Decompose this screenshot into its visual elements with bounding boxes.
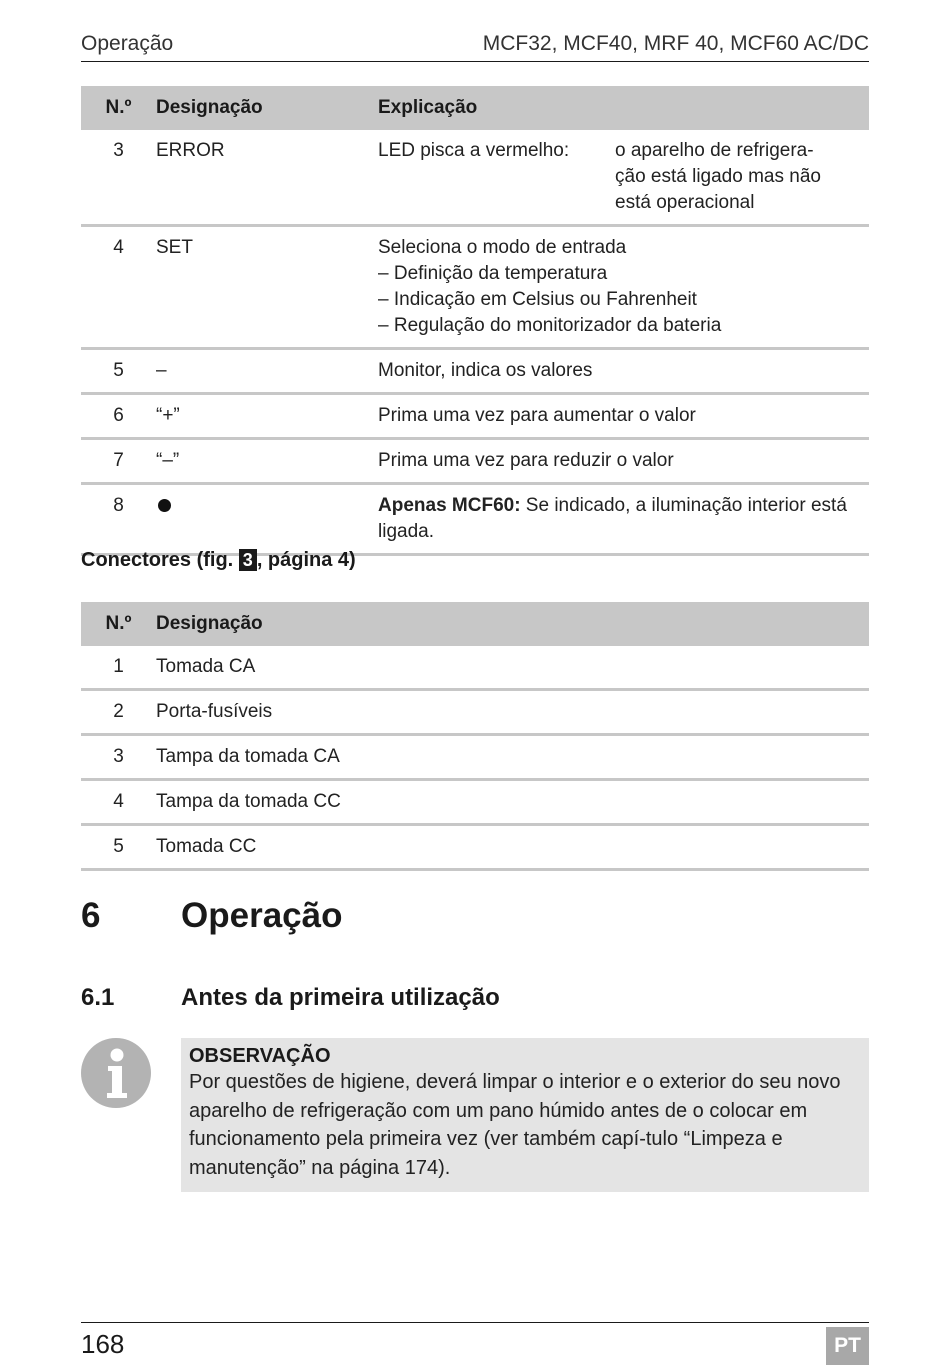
col-header-explanation: Explicação — [378, 86, 869, 130]
cell-no: 6 — [81, 394, 156, 439]
header-section: Operação — [81, 32, 174, 55]
col-header-no: N.º — [81, 602, 156, 646]
cell-designation: Porta-fusíveis — [156, 690, 869, 735]
table-row — [81, 226, 869, 349]
cell-designation: Tampa da tomada CA — [156, 735, 869, 780]
controls-table — [81, 86, 869, 556]
cell-explanation: Monitor, indica os valores — [378, 349, 869, 394]
cell-designation: Tomada CC — [156, 825, 869, 870]
cell-no: 3 — [81, 735, 156, 780]
cell-no: 4 — [81, 780, 156, 825]
table-header-row — [81, 602, 869, 646]
table-row — [81, 394, 869, 439]
cell-designation: Tampa da tomada CC — [156, 780, 869, 825]
chapter-number: 6 — [81, 896, 101, 935]
cell-designation: “+” — [156, 394, 378, 439]
note-box — [181, 1038, 869, 1192]
filled-circle-icon — [158, 499, 171, 512]
cell-no: 8 — [81, 484, 156, 555]
table-row — [81, 780, 869, 825]
explanation-condition: LED pisca a vermelho: — [378, 140, 570, 161]
table-row — [81, 349, 869, 394]
connectors-table — [81, 602, 869, 871]
cell-designation — [156, 484, 378, 555]
col-header-designation: Designação — [156, 602, 869, 646]
figure-reference-box: 3 — [239, 549, 257, 571]
page-number: 168 — [81, 1329, 125, 1359]
col-header-no: N.º — [81, 86, 156, 130]
note-title: OBSERVAÇÃO — [189, 1045, 331, 1067]
cell-designation: SET — [156, 226, 378, 349]
chapter-title: Operação — [181, 896, 343, 935]
table-header-row — [81, 86, 869, 130]
cell-explanation — [378, 130, 869, 226]
cell-explanation: Seleciona o modo de entrada – Definição da temperatura – Indicação em Celsius ou Fahrenheit – Regulação do monitorizador da bateria — [378, 226, 869, 349]
cell-designation: Tomada CA — [156, 646, 869, 690]
header-models: MCF32, MCF40, MRF 40, MCF60 AC/DC — [482, 32, 869, 55]
cell-no: 4 — [81, 226, 156, 349]
cell-designation: ERROR — [156, 130, 378, 226]
table-row — [81, 484, 869, 555]
cell-explanation: Prima uma vez para aumentar o valor — [378, 394, 869, 439]
table-row — [81, 130, 869, 226]
section-title: Antes da primeira utilização — [181, 984, 500, 1011]
cell-designation: “–” — [156, 439, 378, 484]
cell-no: 1 — [81, 646, 156, 690]
caption-text: Conectores (fig. — [81, 549, 239, 571]
cell-no: 5 — [81, 349, 156, 394]
explanation-bold-prefix: Apenas MCF60: — [378, 495, 521, 516]
explanation-text: Se indicado, a iluminação interior está ligada. — [378, 495, 847, 542]
table-row — [81, 735, 869, 780]
connectors-caption — [81, 549, 356, 572]
cell-designation: – — [156, 349, 378, 394]
cell-explanation: Prima uma vez para reduzir o valor — [378, 439, 869, 484]
page-footer — [81, 1322, 869, 1359]
col-header-designation: Designação — [156, 86, 378, 130]
cell-no: 2 — [81, 690, 156, 735]
cell-no: 3 — [81, 130, 156, 226]
note-body: Por questões de higiene, deverá limpar o interior e o exterior do seu novo aparelho de refrigeração com um pano húmido antes de o colocar em funcionamento pela primeira vez (ver também capí-tulo “Limpeza e manutenção” na página 174). — [189, 1071, 841, 1179]
table-row — [81, 439, 869, 484]
table-row — [81, 646, 869, 690]
cell-no: 5 — [81, 825, 156, 870]
language-badge: PT — [826, 1327, 869, 1365]
cell-no: 7 — [81, 439, 156, 484]
section-number: 6.1 — [81, 984, 115, 1011]
table-row — [81, 690, 869, 735]
info-icon — [81, 1038, 151, 1108]
caption-text-end: , página 4) — [256, 549, 356, 571]
explanation-meaning: o aparelho de refrigera- ção está ligado mas não está operacional — [615, 140, 821, 213]
cell-explanation — [378, 484, 869, 555]
page-header — [81, 30, 869, 62]
table-row — [81, 825, 869, 870]
